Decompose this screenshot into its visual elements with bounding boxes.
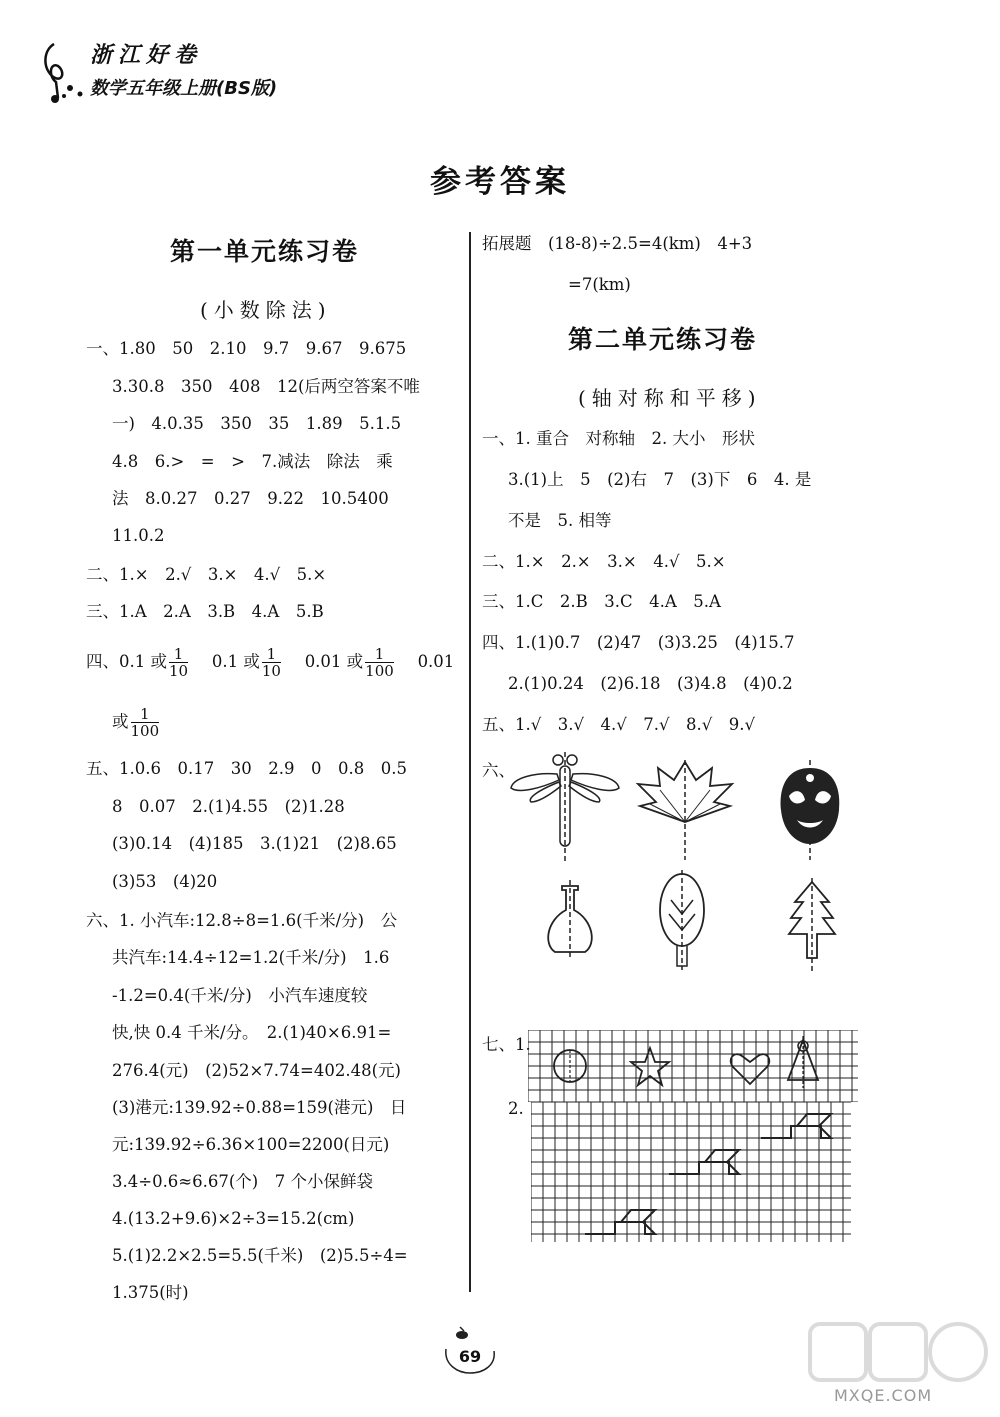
answer-line: =7(km) <box>568 275 631 294</box>
answer-line: 276.4(元) (2)52×7.74=402.48(元) <box>112 1061 401 1080</box>
answer-line: 三、1.A 2.A 3.B 4.A 5.B <box>86 602 324 621</box>
answer-line: 五、1.√ 3.√ 4.√ 7.√ 8.√ 9.√ <box>482 715 756 734</box>
column-divider <box>469 232 471 1292</box>
answer-line: 四、1.(1)0.7 (2)47 (3)3.25 (4)15.7 <box>482 633 795 652</box>
unit-2-subtitle: (轴对称和平移) <box>578 386 762 410</box>
music-note-icon <box>36 36 96 106</box>
unit-1-subtitle: (小数除法) <box>200 298 332 322</box>
answer-line: 11.0.2 <box>112 526 165 545</box>
opera-mask-figure <box>775 760 845 860</box>
answer-line: 4.(13.2+9.6)×2÷3=15.2(cm) <box>112 1209 355 1228</box>
answer-line: 法 8.0.27 0.27 9.22 10.5400 <box>112 489 389 508</box>
answer-line: -1.2=0.4(千米/分) 小汽车速度较 <box>112 986 368 1005</box>
section-seven-label: 七、1. <box>482 1035 531 1054</box>
answer-line: 五、1.0.6 0.17 30 2.9 0 0.8 0.5 <box>86 759 407 778</box>
dragonfly-figure <box>505 752 625 864</box>
answer-line: 3.30.8 350 408 12(后两空答案不唯 <box>112 377 420 396</box>
answer-line: 3.4÷0.6≈6.67(个) 7 个小保鲜袋 <box>112 1172 373 1191</box>
answer-line: 3.(1)上 5 (2)右 7 (3)下 6 4. 是 <box>508 470 812 489</box>
fraction: $\frac{1}{100}$ <box>130 705 160 740</box>
answer-line-fractions: 四、0.1 或 $\frac{1}{10}$ 0.1 或 $\frac{1}{10}$ 0.01 或 $\frac{1}{100}$ 0.01 <box>86 645 455 680</box>
tree-leaf-figure <box>655 870 710 970</box>
page-title: 参考答案 <box>430 164 570 200</box>
leaf-figure <box>630 760 740 860</box>
answer-line: 不是 5. 相等 <box>508 511 612 530</box>
answer-line: 三、1.C 2.B 3.C 4.A 5.A <box>482 592 721 611</box>
answer-line: (3)港元:139.92÷0.88=159(港元) 日 <box>112 1098 407 1117</box>
section-six-label: 六、 <box>482 761 515 780</box>
fraction: $\frac{1}{100}$ <box>365 645 394 680</box>
answer-line: 二、1.× 2.√ 3.× 4.√ 5.× <box>86 565 327 584</box>
answer-line: (3)53 (4)20 <box>112 872 218 891</box>
answer-line: 快,快 0.4 千米/分。 2.(1)40×6.91= <box>112 1023 392 1042</box>
symmetry-grid <box>528 1030 858 1102</box>
answer-line: 一) 4.0.35 350 35 1.89 5.1.5 <box>112 414 402 433</box>
answer-line: 8 0.07 2.(1)4.55 (2)1.28 <box>112 797 345 816</box>
unit-2-title: 第二单元练习卷 <box>568 325 758 354</box>
answer-line: 共汽车:14.4÷12=1.2(千米/分) 1.6 <box>112 948 390 967</box>
section-seven-2-label: 2. <box>508 1099 524 1118</box>
unit-1-title: 第一单元练习卷 <box>170 237 360 266</box>
answer-line: 5.(1)2.2×2.5=5.5(千米) (2)5.5÷4= <box>112 1246 408 1265</box>
fraction: $\frac{1}{10}$ <box>261 645 281 680</box>
brand-title: 浙江好卷 <box>90 43 203 68</box>
answer-line: 4.8 6.> = > 7.减法 除法 乘 <box>112 452 393 471</box>
answer-line: 六、1. 小汽车:12.8÷8=1.6(千米/分) 公 <box>86 911 398 930</box>
answer-line: 一、1. 重合 对称轴 2. 大小 形状 <box>482 429 755 448</box>
four-prefix: 四、0.1 或 <box>86 652 167 671</box>
fraction: $\frac{1}{10}$ <box>169 645 189 680</box>
answer-line: (3)0.14 (4)185 3.(1)21 (2)8.65 <box>112 834 397 853</box>
answer-line: 2.(1)0.24 (2)6.18 (3)4.8 (4)0.2 <box>508 674 793 693</box>
answer-line: 一、1.80 50 2.10 9.7 9.67 9.675 <box>86 339 407 358</box>
pine-tree-figure <box>785 878 840 973</box>
watermark-text: MXQE.COM <box>834 1386 933 1405</box>
translation-grid <box>531 1102 851 1242</box>
brand-subtitle: 数学五年级上册(BS版) <box>90 78 278 99</box>
answer-line: 拓展题 (18-8)÷2.5=4(km) 4+3 <box>482 234 753 253</box>
answer-line: 二、1.× 2.× 3.× 4.√ 5.× <box>482 552 726 571</box>
answer-line-fractions: 或 $\frac{1}{100}$ <box>112 705 160 740</box>
answer-line: 1.375(时) <box>112 1283 189 1302</box>
page-number: 69 <box>458 1347 482 1366</box>
vase-figure <box>535 880 605 960</box>
answer-line: 元:139.92÷6.36×100=2200(日元) <box>112 1135 390 1154</box>
